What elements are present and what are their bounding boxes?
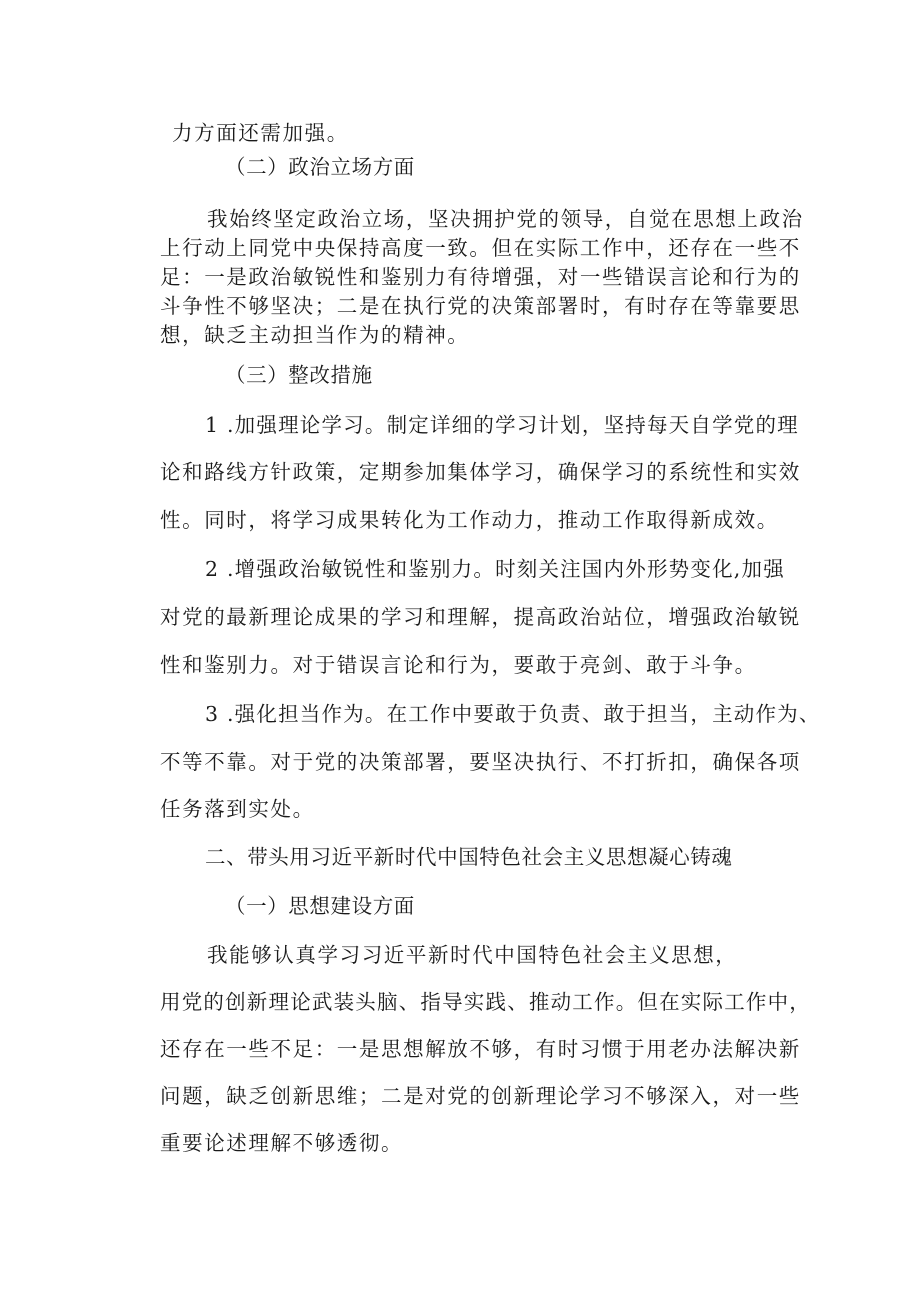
text-line: 性。同时，将学习成果转化为工作动力，推动工作取得新成效。 (160, 508, 779, 532)
text-line: 重要论述理解不够透彻。 (160, 1131, 404, 1155)
text-line: 性和鉴别力。对于错误言论和行为，要敢于亮剑、敢于斗争。 (160, 653, 757, 677)
text-line: 用党的创新理论武装头脑、指导实践、推动工作。但在实际工作中， (160, 990, 811, 1014)
text-line: 论和路线方针政策，定期参加集体学习，确保学习的系统性和实效 (160, 460, 801, 484)
section-heading: （一）思想建设方面 (225, 894, 415, 918)
text-line: 任务落到实处。 (160, 797, 315, 821)
text-line: 对党的最新理论成果的学习和理解，提高政治站位，增强政治敏锐 (160, 605, 801, 629)
section-heading: （二）政治立场方面 (225, 155, 415, 179)
text-line: 还存在一些不足：一是思想解放不够，有时习惯于用老办法解决新 (160, 1037, 801, 1061)
chapter-heading: 二、带头用习近平新时代中国特色社会主义思想凝心铸魂 (205, 845, 733, 869)
text-line: 我始终坚定政治立场，坚决拥护党的领导，自觉在思想上政治 (207, 207, 804, 231)
text-line: 想，缺乏主动担当作为的精神。 (160, 323, 470, 347)
text-line: 足：一是政治敏锐性和鉴别力有待增强，对一些错误言论和行为的 (160, 265, 801, 289)
text-line: 1 .加强理论学习。制定详细的学习计划，坚持每天自学党的理 (205, 413, 799, 437)
text-line: 2 .增强政治敏锐性和鉴别力。时刻关注国内外形势变化,加强 (205, 557, 785, 581)
text-line: 我能够认真学习习近平新时代中国特色社会主义思想， (207, 943, 738, 967)
text-line: 不等不靠。对于党的决策部署，要坚决执行、不打折扣，确保各项 (160, 750, 801, 774)
section-heading: （三）整改措施 (225, 363, 373, 387)
text-line: 问题，缺乏创新思维；二是对党的创新理论学习不够深入，对一些 (160, 1084, 801, 1108)
text-line: 斗争性不够坚决；二是在执行党的决策部署时，有时存在等靠要思 (160, 294, 801, 318)
text-line: 3 .强化担当作为。在工作中要敢于负责、敢于担当，主动作为、 (205, 702, 821, 726)
text-line: 上行动上同党中央保持高度一致。但在实际工作中，还存在一些不 (160, 236, 801, 260)
text-line: 力方面还需加强。 (172, 121, 349, 145)
